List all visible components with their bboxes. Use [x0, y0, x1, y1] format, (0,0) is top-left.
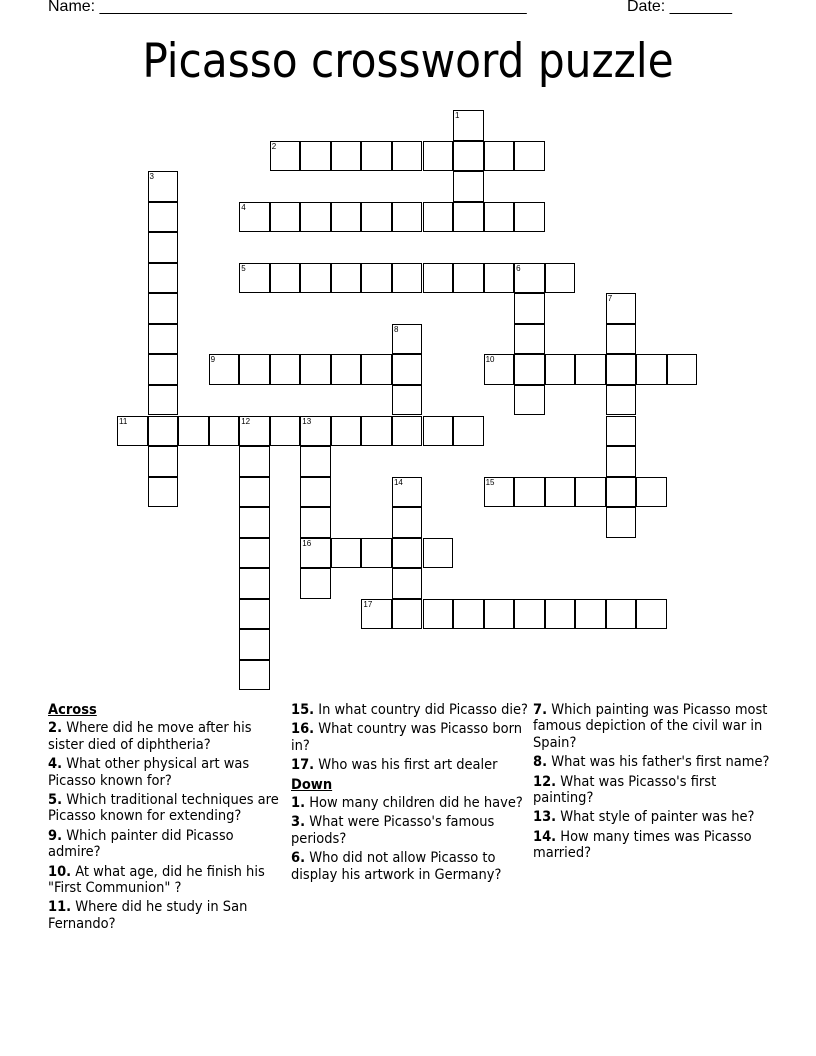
grid-cell[interactable]	[300, 507, 331, 538]
grid-cell[interactable]	[514, 477, 545, 508]
grid-cell[interactable]	[575, 354, 606, 385]
grid-cell[interactable]	[514, 324, 545, 355]
across-clue: 17. Who was his first art dealer	[291, 757, 498, 774]
grid-cell[interactable]	[423, 599, 454, 630]
down-clue: 8. What was his father's first name?	[533, 754, 770, 771]
grid-cell[interactable]	[392, 141, 423, 172]
grid-cell[interactable]	[392, 599, 423, 630]
grid-cell[interactable]	[361, 538, 392, 569]
grid-cell[interactable]	[331, 202, 362, 233]
clue-number: 3	[149, 172, 154, 182]
grid-cell[interactable]	[178, 416, 209, 447]
grid-cell[interactable]	[392, 263, 423, 294]
grid-cell[interactable]	[514, 293, 545, 324]
grid-cell[interactable]	[453, 171, 484, 202]
grid-cell[interactable]	[239, 446, 270, 477]
clue-number: 9	[210, 355, 216, 365]
clue-number: 4	[241, 202, 246, 212]
across-clue: 15. In what country did Picasso die?	[291, 702, 528, 718]
grid-cell[interactable]	[148, 324, 179, 355]
grid-cell[interactable]	[239, 660, 270, 691]
grid-cell[interactable]	[270, 354, 301, 385]
grid-cell[interactable]	[514, 354, 545, 385]
grid-cell[interactable]	[300, 141, 331, 172]
grid-cell[interactable]	[392, 324, 423, 355]
grid-cell[interactable]	[392, 538, 423, 569]
grid-cell[interactable]	[239, 538, 270, 569]
grid-cell[interactable]	[423, 263, 454, 294]
grid-cell[interactable]	[148, 232, 179, 263]
down-clue: 6. Who did not allow Picasso to display his artwork in Germany?	[291, 850, 502, 883]
grid-cell[interactable]	[606, 416, 637, 447]
clue-number: 14	[393, 477, 403, 487]
clue-number: 8	[393, 324, 399, 334]
grid-cell[interactable]	[484, 263, 515, 294]
grid-cell[interactable]	[423, 538, 454, 569]
grid-cell[interactable]	[575, 477, 606, 508]
grid-cell[interactable]	[148, 416, 179, 447]
grid-cell[interactable]	[331, 538, 362, 569]
grid-cell[interactable]	[300, 263, 331, 294]
grid-cell[interactable]	[270, 416, 301, 447]
grid-cell[interactable]	[300, 202, 331, 233]
clues-column-2	[291, 702, 531, 886]
clue-number: 2	[271, 141, 277, 151]
down-clue: 12. What was Picasso's first painting?	[533, 773, 717, 807]
across-clue: 9. Which painter did Picasso admire?	[48, 827, 234, 861]
grid-cell[interactable]	[514, 599, 545, 630]
grid-cell[interactable]	[575, 599, 606, 630]
grid-cell[interactable]	[453, 263, 484, 294]
grid-cell[interactable]	[300, 477, 331, 508]
grid-cell[interactable]	[392, 507, 423, 538]
name-field-label: Name: ________________________________________________	[48, 0, 527, 15]
grid-cell[interactable]	[606, 293, 637, 324]
down-heading: Down	[291, 776, 333, 793]
down-clue: 14. How many times was Picasso married?	[533, 828, 752, 862]
grid-cell[interactable]	[636, 354, 667, 385]
grid-cell[interactable]	[331, 141, 362, 172]
grid-cell[interactable]	[331, 416, 362, 447]
grid-cell[interactable]	[361, 354, 392, 385]
grid-cell[interactable]	[423, 141, 454, 172]
grid-cell[interactable]	[361, 599, 392, 630]
grid-cell[interactable]	[667, 354, 698, 385]
grid-cell[interactable]	[392, 416, 423, 447]
grid-cell[interactable]	[606, 446, 637, 477]
grid-cell[interactable]	[606, 477, 637, 508]
grid-cell[interactable]	[636, 477, 667, 508]
grid-cell[interactable]	[300, 416, 331, 447]
clue-number: 12	[241, 416, 251, 426]
grid-cell[interactable]	[117, 416, 148, 447]
grid-cell[interactable]	[606, 385, 637, 416]
down-clue: 1. How many children did he have?	[291, 795, 523, 812]
grid-cell[interactable]	[361, 202, 392, 233]
clue-number: 5	[241, 263, 246, 273]
grid-cell[interactable]	[484, 202, 515, 233]
grid-cell[interactable]	[545, 599, 576, 630]
grid-cell[interactable]	[545, 263, 576, 294]
grid-cell[interactable]	[239, 354, 270, 385]
grid-cell[interactable]	[453, 416, 484, 447]
grid-cell[interactable]	[300, 538, 331, 569]
across-clue: 4. What other physical art was Picasso known for?	[48, 756, 250, 789]
grid-cell[interactable]	[148, 263, 179, 294]
clues-column-1	[48, 702, 288, 935]
grid-cell[interactable]	[514, 141, 545, 172]
grid-cell[interactable]	[606, 507, 637, 538]
grid-cell[interactable]	[331, 354, 362, 385]
grid-cell[interactable]	[392, 202, 423, 233]
grid-cell[interactable]	[484, 141, 515, 172]
grid-cell[interactable]	[484, 477, 515, 508]
grid-cell[interactable]	[423, 202, 454, 233]
grid-cell[interactable]	[148, 477, 179, 508]
grid-cell[interactable]	[270, 141, 301, 172]
grid-cell[interactable]	[484, 354, 515, 385]
grid-cell[interactable]	[606, 599, 637, 630]
clue-number: 1	[455, 111, 460, 120]
grid-cell[interactable]	[545, 477, 576, 508]
grid-cell[interactable]	[239, 629, 270, 660]
across-clue: 11. Where did he study in San Fernando?	[48, 899, 248, 932]
grid-cell[interactable]	[239, 263, 270, 294]
grid-cell[interactable]	[392, 354, 423, 385]
grid-cell[interactable]	[361, 263, 392, 294]
grid-cell[interactable]	[453, 141, 484, 172]
clue-number: 7	[607, 294, 613, 304]
across-clue: 10. At what age, did he finish his "First Communion" ?	[48, 863, 265, 897]
grid-cell[interactable]	[484, 599, 515, 630]
clue-number: 16	[302, 538, 312, 548]
grid-cell[interactable]	[606, 354, 637, 385]
grid-cell[interactable]	[606, 324, 637, 355]
clue-number: 10	[485, 355, 495, 365]
clue-number: 15	[485, 477, 495, 487]
across-heading: Across	[48, 702, 97, 718]
grid-cell[interactable]	[209, 354, 240, 385]
grid-cell[interactable]	[239, 416, 270, 447]
grid-cell[interactable]	[239, 202, 270, 233]
clue-number: 13	[302, 416, 312, 426]
grid-cell[interactable]	[392, 568, 423, 599]
grid-cell[interactable]	[392, 385, 423, 416]
grid-cell[interactable]	[331, 263, 362, 294]
grid-cell[interactable]	[361, 416, 392, 447]
across-clue: 16. What country was Picasso born in?	[291, 721, 522, 754]
down-clue: 7. Which painting was Picasso most famous depiction of the civil war in Spain?	[533, 702, 768, 751]
grid-cell[interactable]	[148, 354, 179, 385]
grid-cell[interactable]	[392, 477, 423, 508]
grid-cell[interactable]	[453, 110, 484, 141]
grid-cell[interactable]	[148, 171, 179, 202]
grid-cell[interactable]	[453, 202, 484, 233]
page-title: Picasso crossword puzzle	[142, 34, 674, 89]
grid-cell[interactable]	[148, 385, 179, 416]
grid-cell[interactable]	[514, 385, 545, 416]
grid-cell[interactable]	[636, 599, 667, 630]
date-field-label: Date: _______	[627, 0, 732, 15]
grid-cell[interactable]	[148, 446, 179, 477]
down-clue: 3. What were Picasso's famous periods?	[291, 814, 495, 847]
grid-cell[interactable]	[239, 477, 270, 508]
grid-cell[interactable]	[148, 202, 179, 233]
clues-column-3	[533, 702, 773, 865]
grid-cell[interactable]	[361, 141, 392, 172]
grid-cell[interactable]	[453, 599, 484, 630]
clue-number: 6	[516, 263, 521, 273]
clue-number: 11	[119, 416, 128, 426]
grid-cell[interactable]	[300, 568, 331, 599]
grid-cell[interactable]	[423, 416, 454, 447]
grid-cell[interactable]	[270, 263, 301, 294]
grid-cell[interactable]	[300, 354, 331, 385]
grid-cell[interactable]	[514, 202, 545, 233]
grid-cell[interactable]	[545, 354, 576, 385]
grid-cell[interactable]	[239, 599, 270, 630]
across-clue: 5. Which traditional techniques are Picasso known for extending?	[48, 792, 279, 825]
grid-cell[interactable]	[270, 202, 301, 233]
grid-cell[interactable]	[239, 568, 270, 599]
grid-cell[interactable]	[209, 416, 240, 447]
grid-cell[interactable]	[514, 263, 545, 294]
grid-cell[interactable]	[300, 446, 331, 477]
grid-cell[interactable]	[239, 507, 270, 538]
across-clue: 2. Where did he move after his sister died of diphtheria?	[48, 720, 252, 753]
down-clue: 13. What style of painter was he?	[533, 809, 755, 826]
clue-number: 17	[363, 599, 373, 609]
grid-cell[interactable]	[148, 293, 179, 324]
